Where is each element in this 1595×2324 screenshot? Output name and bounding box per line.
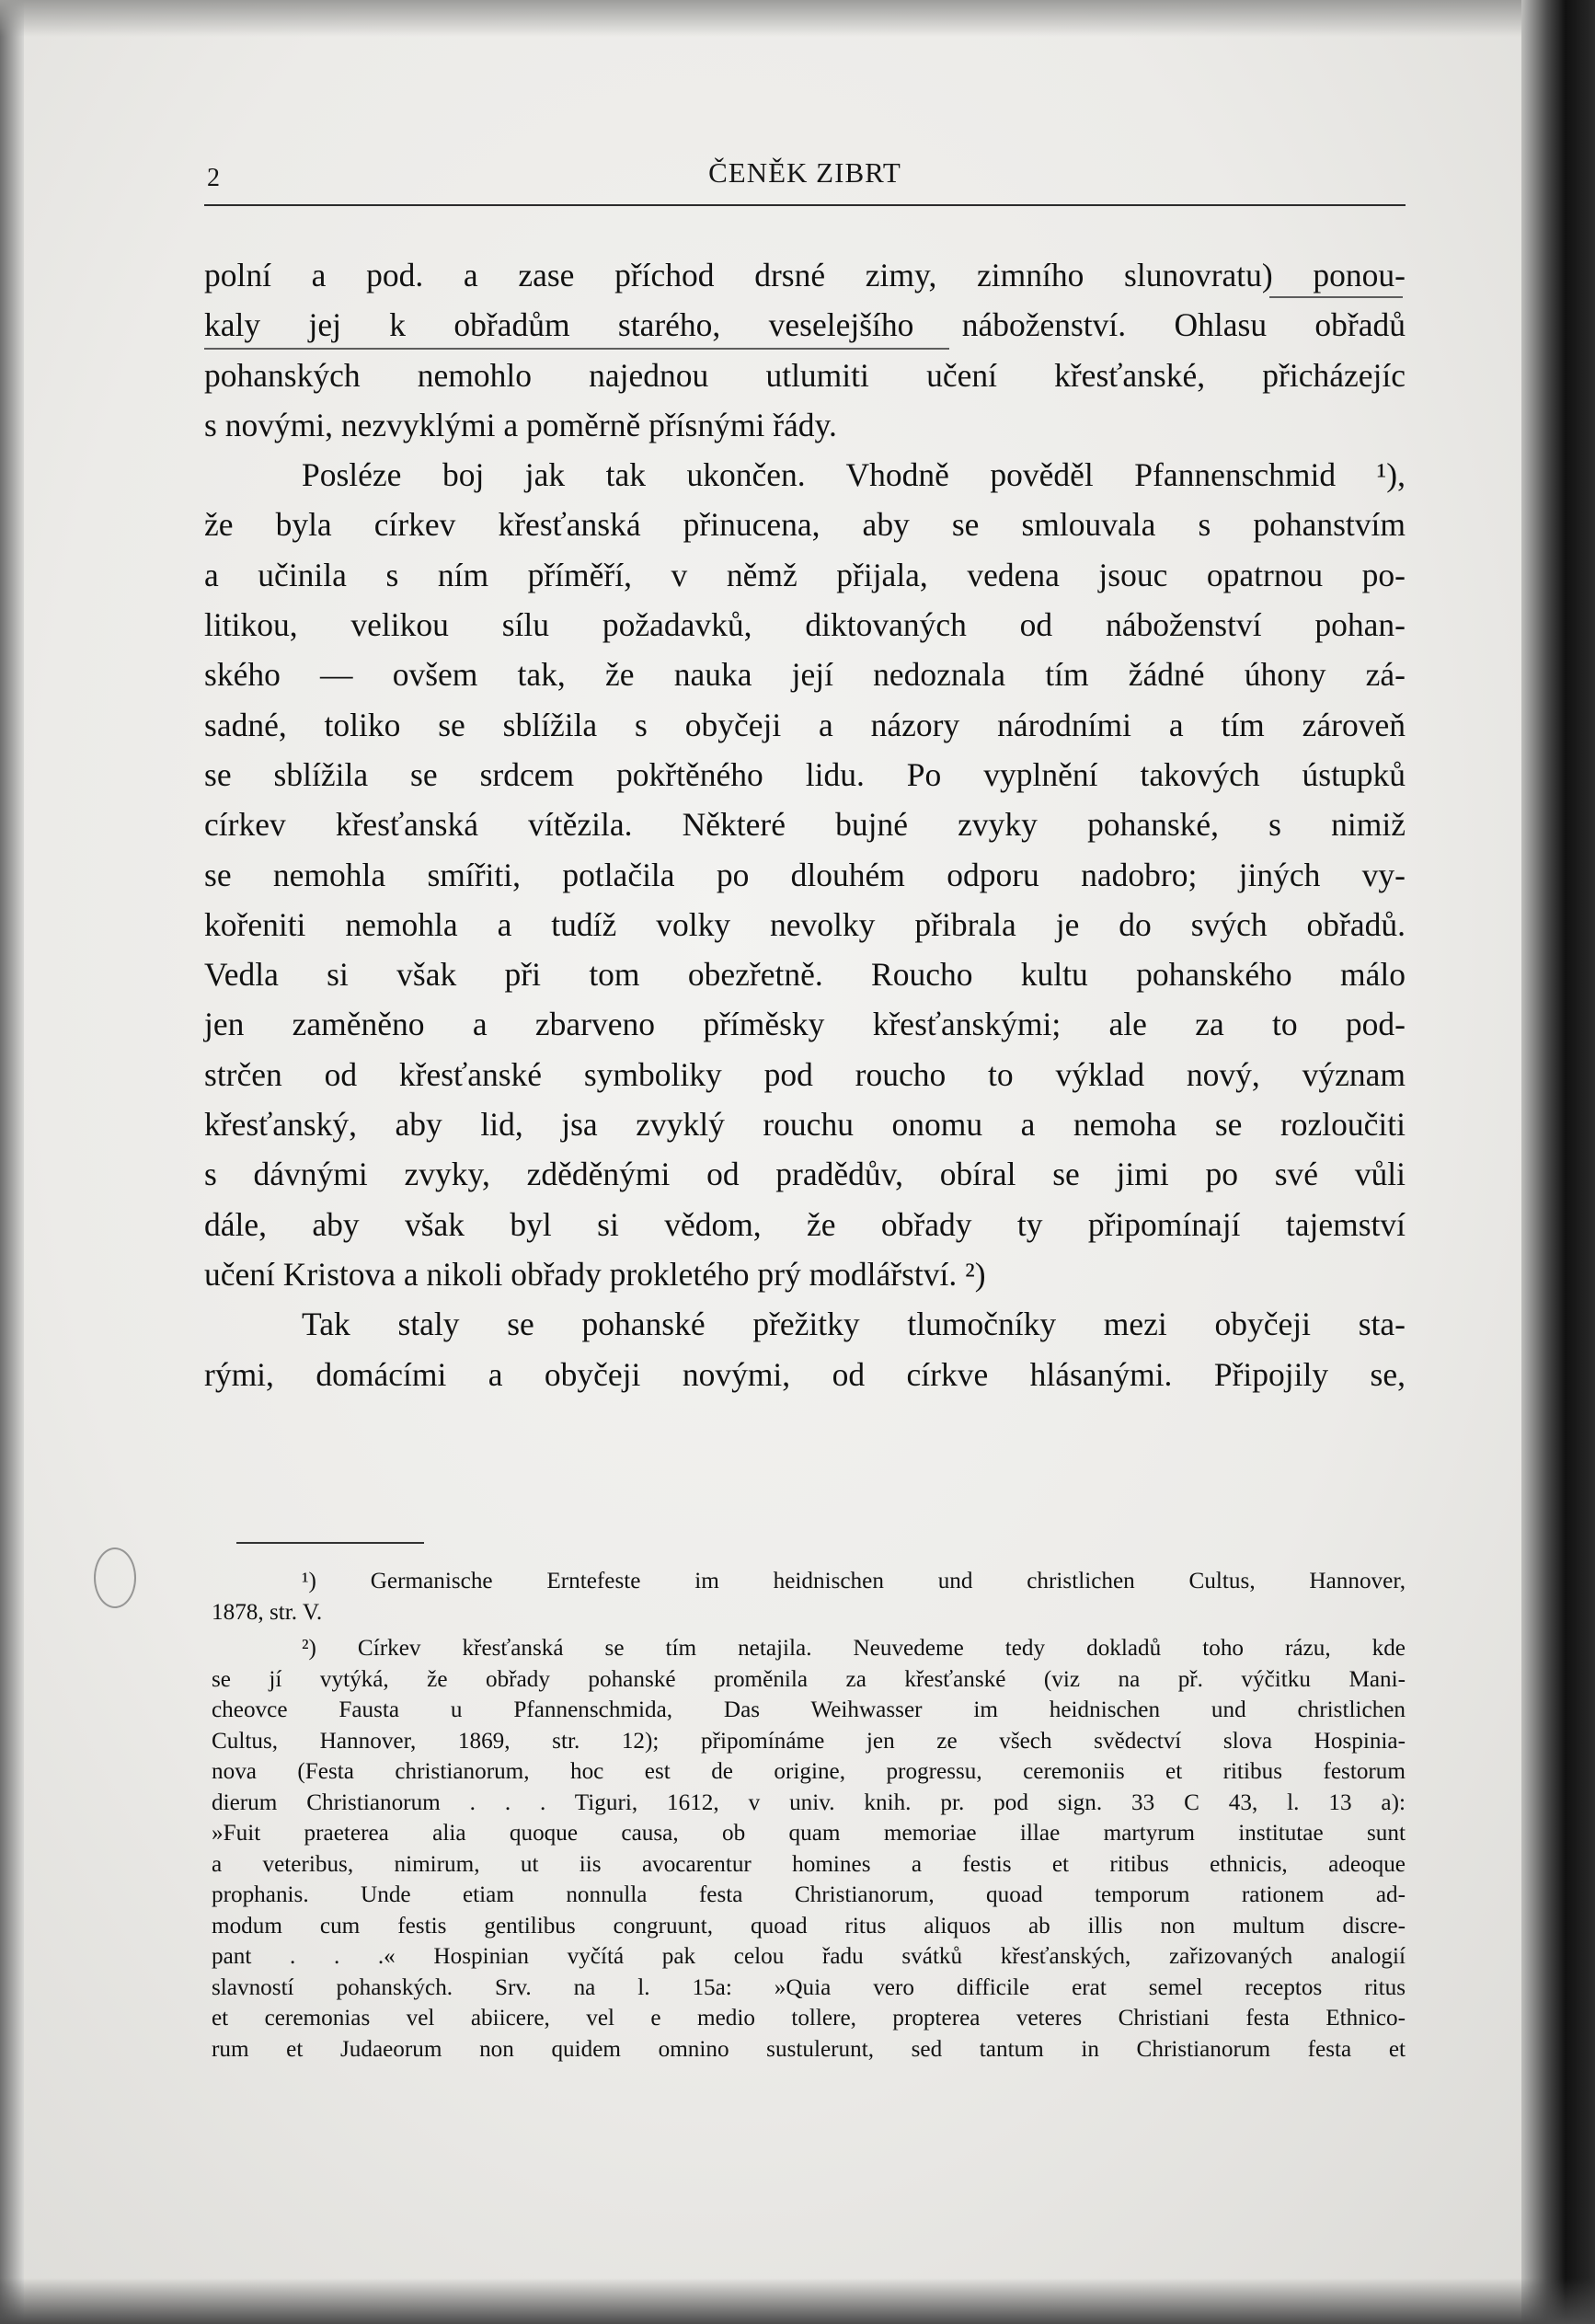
body-text [204, 250, 1406, 1399]
pencil-underline-mark [204, 348, 949, 350]
pencil-circle-mark [94, 1547, 136, 1608]
footnote-line: et ceremonias vel abiicere, vel e medio tollere, propterea veteres Christiani festa Ethnico- [212, 2006, 1406, 2031]
footnote-line: ²) Církev křesťanská se tím netajila. Neuvedeme tedy dokladů toho rázu, kde [302, 1636, 1406, 1661]
header-rule [204, 204, 1406, 206]
body-line: Vedla si však při tom obezřetně. Roucho kultu pohanského málo [204, 956, 1406, 994]
body-line: učení Kristova a nikoli obřady prokletého prý modlářství. ²) [204, 1255, 986, 1293]
body-line: se sblížila se srdcem pokřtěného lidu. Po vyplnění takových ústupků [204, 755, 1406, 793]
body-line: litikou, velikou sílu požadavků, diktovaných od náboženství pohan- [204, 606, 1406, 644]
footnote-line: dierum Christianorum . . . Tiguri, 1612, v univ. knih. pr. pod sign. 33 C 43, l. 13 a): [212, 1789, 1406, 1815]
body-line: ského — ovšem tak, že nauka její nedoznala tím žádné úhony zá- [204, 656, 1406, 694]
body-line: strčen od křesťanské symboliky pod roucho to výklad nový, význam [204, 1055, 1406, 1093]
footnotes [212, 1566, 1406, 2065]
body-line: polní a pod. a zase příchod drsné zimy, zimního slunovratu) ponou- [204, 257, 1406, 293]
page-right-edge-shadow [1521, 0, 1595, 2324]
body-line: kořeniti nemohla a tudíž volky nevolky přibrala je do svých obřadů. [204, 905, 1406, 943]
body-line: kaly jej k obřadům starého, veselejšího náboženství. Ohlasu obřadů [204, 306, 1406, 344]
body-line: pohanských nemohlo najednou utlumiti učení křesťanské, přicházejíc [204, 356, 1406, 394]
footnote-line: nova (Festa christianorum, hoc est de origine, progressu, ceremoniis et ritibus festorum [212, 1759, 1406, 1784]
page-bottom-edge-shadow [0, 2278, 1595, 2324]
running-title: ČENĚK ZIBRT [708, 156, 901, 189]
body-line: Tak staly se pohanské přežitky tlumočníky mezi obyčeji sta- [302, 1306, 1406, 1343]
footnote-line: »Fuit praeterea alia quoque causa, ob quam memoriae illae martyrum institutae sunt [212, 1821, 1406, 1846]
body-line: církev křesťanská vítězila. Některé bujné zvyky pohanské, s nimiž [204, 806, 1406, 844]
footnote-line: se jí vytýká, že obřady pohanské proměnila za křesťanské (viz na př. výčitku Mani- [212, 1666, 1406, 1692]
body-line: Posléze boj jak tak ukončen. Vhodně pověděl Pfannenschmid ¹), [302, 456, 1406, 494]
body-line: křesťanský, aby lid, jsa zvyklý rouchu onomu a nemoha se rozloučiti [204, 1106, 1406, 1144]
footnote-line: cheovce Fausta u Pfannenschmida, Das Weihwasser im heidnischen und christlichen [212, 1697, 1406, 1722]
footnote-line: rum et Judaeorum non quidem omnino sustulerunt, sed tantum in Christianorum festa et [212, 2036, 1406, 2062]
body-line: dále, aby však byl si vědom, že obřady ty připomínají tajemství [204, 1205, 1406, 1243]
footnote-line: ¹) Germanische Erntefeste im heidnischen und christlichen Cultus, Hannover, [302, 1569, 1406, 1593]
body-line: s dávnými zvyky, zděděnými od pradědův, obíral se jimi po své vůli [204, 1156, 1406, 1193]
body-line: se nemohla smířiti, potlačila po dlouhém odporu nadobro; jiných vy- [204, 856, 1406, 893]
page-left-edge-shadow [0, 0, 24, 2324]
footnote-line: a veteribus, nimirum, ut iis avocarentur homines a festis et ritibus ethnicis, adeoque [212, 1851, 1406, 1877]
body-line: že byla církev křesťanská přinucena, aby se smlouvala s pohanstvím [204, 506, 1406, 544]
pencil-underline-mark [1269, 296, 1403, 298]
footnote-line: 1878, str. V. [212, 1599, 323, 1625]
footnote-line: slavností pohanských. Srv. na l. 15a: »Quia vero difficile erat semel receptos ritus [212, 1974, 1406, 2000]
body-line: a učinila s ním příměří, v němž přijala, vedena jsouc opatrnou po- [204, 556, 1406, 593]
body-line: jen zaměněno a zbarveno příměsky křesťanskými; ale za to pod- [204, 1006, 1406, 1043]
body-line: rými, domácími a obyčeji novými, od církve hlásanými. Připojily se, [204, 1355, 1406, 1393]
footnote-line: pant . . .« Hospinian vyčítá pak celou řadu svátků křesťanských, zařizovaných analogií [212, 1944, 1406, 1969]
body-line: s novými, nezvyklými a poměrně přísnými řády. [204, 406, 837, 443]
footnote-line: Cultus, Hannover, 1869, str. 12); připomínáme jen ze všech svědectví slova Hospinia- [212, 1728, 1406, 1754]
footnote-line: prophanis. Unde etiam nonnulla festa Christianorum, quoad temporum rationem ad- [212, 1882, 1406, 1907]
page-number: 2 [207, 164, 220, 192]
page-header [204, 155, 1406, 201]
footnote-line: modum cum festis gentilibus congruunt, quoad ritus aliquos ab illis non multum discre- [212, 1913, 1406, 1939]
body-line: sadné, toliko se sblížila s obyčeji a názory národními a tím zároveň [204, 706, 1406, 743]
footnote-rule [236, 1542, 424, 1544]
page-top-edge-shadow [0, 0, 1595, 37]
